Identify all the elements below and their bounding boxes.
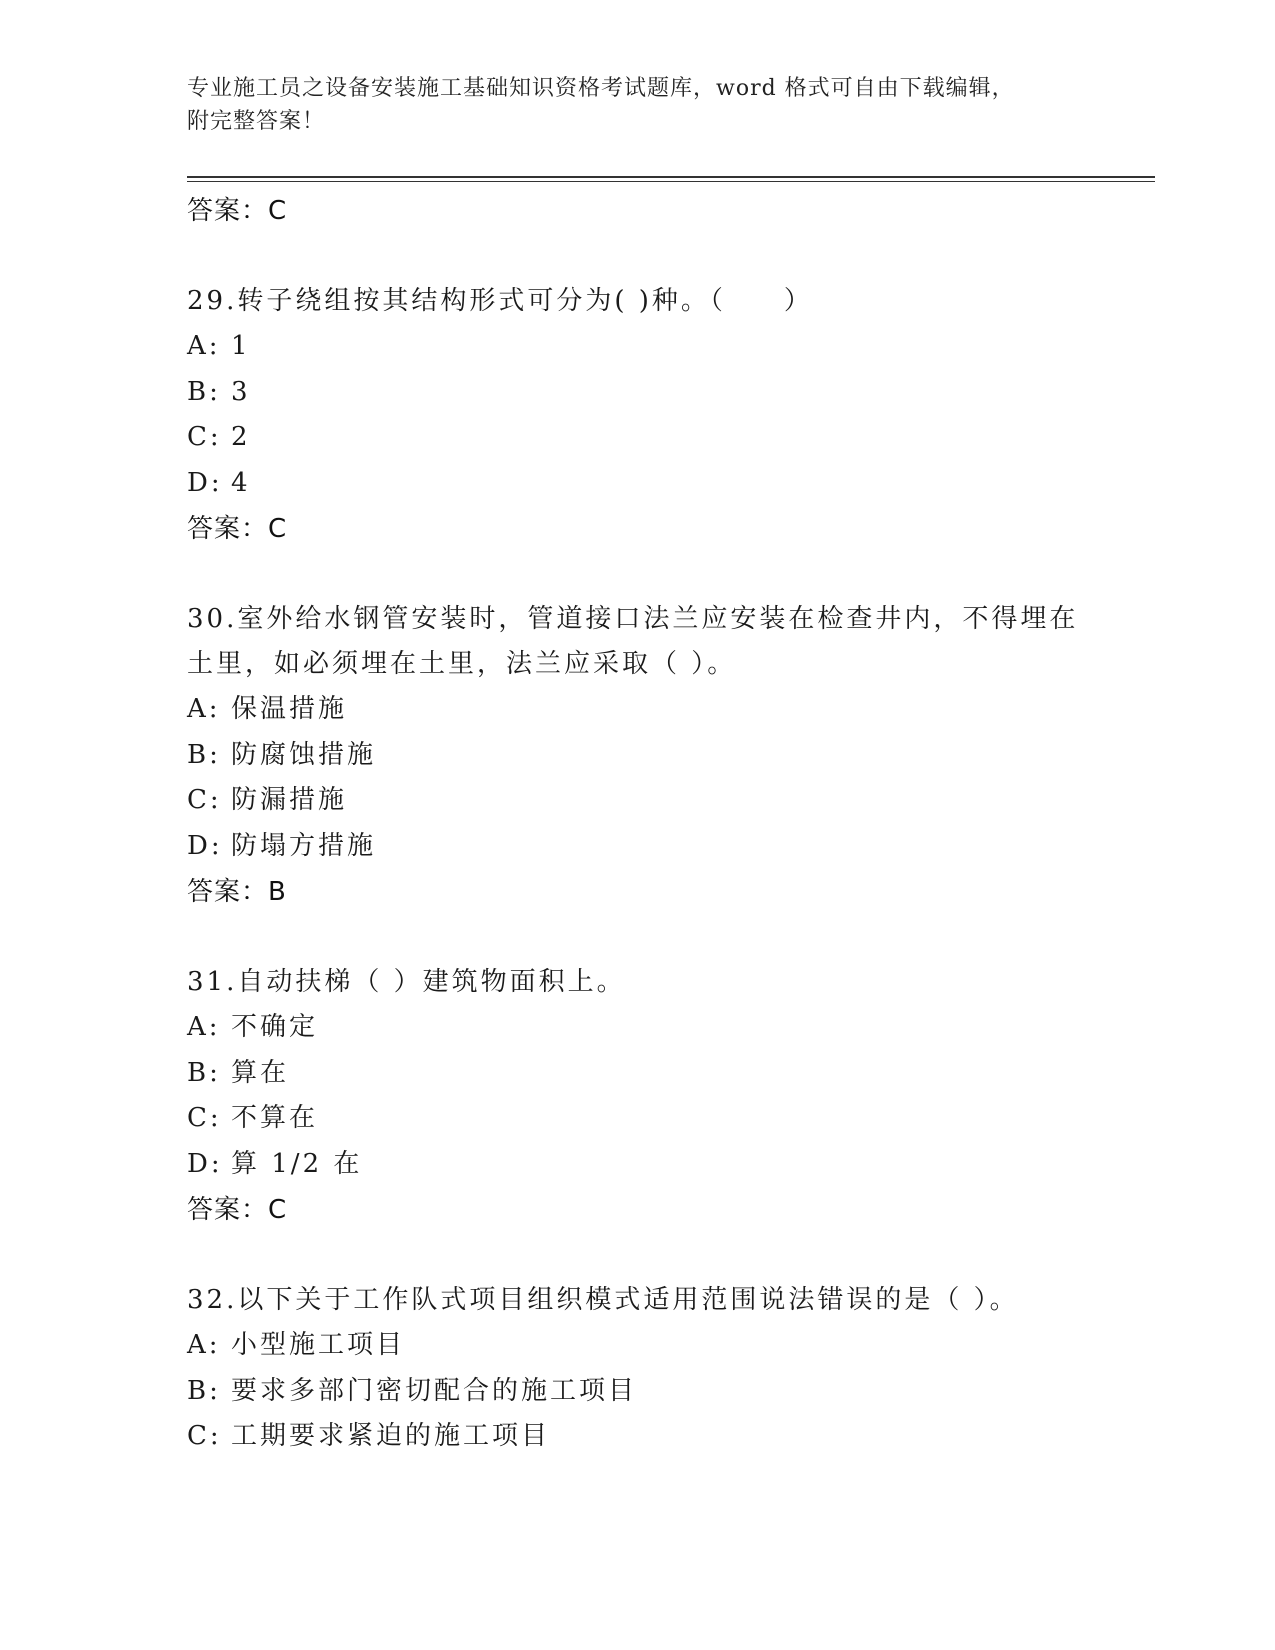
option-letter: D: [187, 467, 223, 498]
option-text: 防漏措施 [231, 785, 348, 815]
option-a [187, 687, 1087, 733]
option-a [187, 324, 1087, 370]
answer-line: 答案：B [187, 877, 287, 907]
option-text: 工期要求紧迫的施工项目 [231, 1421, 551, 1451]
option-b [187, 1369, 1087, 1415]
question-text-line-1: 30.室外给水钢管安装时，管道接口法兰应安装在检查井内，不得埋在 [187, 604, 1079, 634]
option-letter: B: [187, 1375, 221, 1406]
option-text: 算 1/2 在 [231, 1148, 363, 1179]
option-d [187, 824, 1087, 870]
question-text: 31.自动扶梯（ ）建筑物面积上。 [187, 967, 626, 997]
option-text: 不算在 [231, 1103, 319, 1133]
option-text: 防塌方措施 [231, 830, 377, 861]
option-letter: B: [187, 739, 221, 770]
header-line-1: 专业施工员之设备安装施工基础知识资格考试题库，word 格式可自由下载编辑， [187, 76, 1015, 101]
option-text: 防腐蚀措施 [231, 739, 377, 770]
question-text: 29.转子绕组按其结构形式可分为( )种。（ ） [187, 286, 813, 316]
question-list [187, 188, 1087, 1460]
option-b [187, 733, 1087, 779]
option-text: 保温措施 [231, 694, 348, 724]
option-letter: A: [187, 694, 221, 724]
question-text-line-2: 土里，如必须埋在土里，法兰应采取（ ）。 [187, 649, 737, 679]
question-30 [187, 597, 1087, 915]
answer-line: 答案：C [187, 1195, 288, 1225]
option-b [187, 370, 1087, 416]
option-b [187, 1051, 1087, 1097]
option-text: 2 [231, 422, 251, 452]
option-c [187, 1096, 1087, 1142]
answer-line: 答案：C [187, 514, 288, 544]
option-letter: C: [187, 1421, 222, 1451]
option-text: 算在 [231, 1057, 290, 1088]
option-a [187, 1323, 1087, 1369]
option-d [187, 461, 1087, 507]
option-text: 1 [231, 331, 251, 361]
option-letter: C: [187, 422, 222, 452]
option-letter: B: [187, 1057, 221, 1088]
option-letter: D: [187, 1148, 223, 1179]
option-a [187, 1005, 1087, 1051]
option-letter: B: [187, 376, 221, 407]
question-text: 32.以下关于工作队式项目组织模式适用范围说法错误的是（ ）。 [187, 1285, 1019, 1315]
option-letter: A: [187, 1330, 221, 1360]
question-32 [187, 1278, 1087, 1460]
option-letter: C: [187, 785, 222, 815]
option-letter: A: [187, 1012, 221, 1042]
option-letter: D: [187, 830, 223, 861]
option-letter: C: [187, 1103, 222, 1133]
option-text: 4 [231, 467, 251, 498]
option-c [187, 778, 1087, 824]
question-31 [187, 960, 1087, 1233]
option-text: 3 [231, 376, 251, 407]
header-divider-thick [187, 176, 1155, 178]
option-letter: A: [187, 331, 221, 361]
header-divider-thin [187, 181, 1155, 182]
option-d [187, 1142, 1087, 1188]
option-text: 要求多部门密切配合的施工项目 [231, 1375, 638, 1406]
option-text: 小型施工项目 [231, 1330, 406, 1360]
option-c [187, 415, 1087, 461]
document-header [187, 72, 1067, 138]
option-text: 不确定 [231, 1012, 319, 1042]
question-29 [187, 279, 1087, 552]
option-c [187, 1414, 1087, 1460]
answer-line: 答案：C [187, 196, 288, 226]
header-line-2: 附完整答案！ [187, 109, 326, 134]
